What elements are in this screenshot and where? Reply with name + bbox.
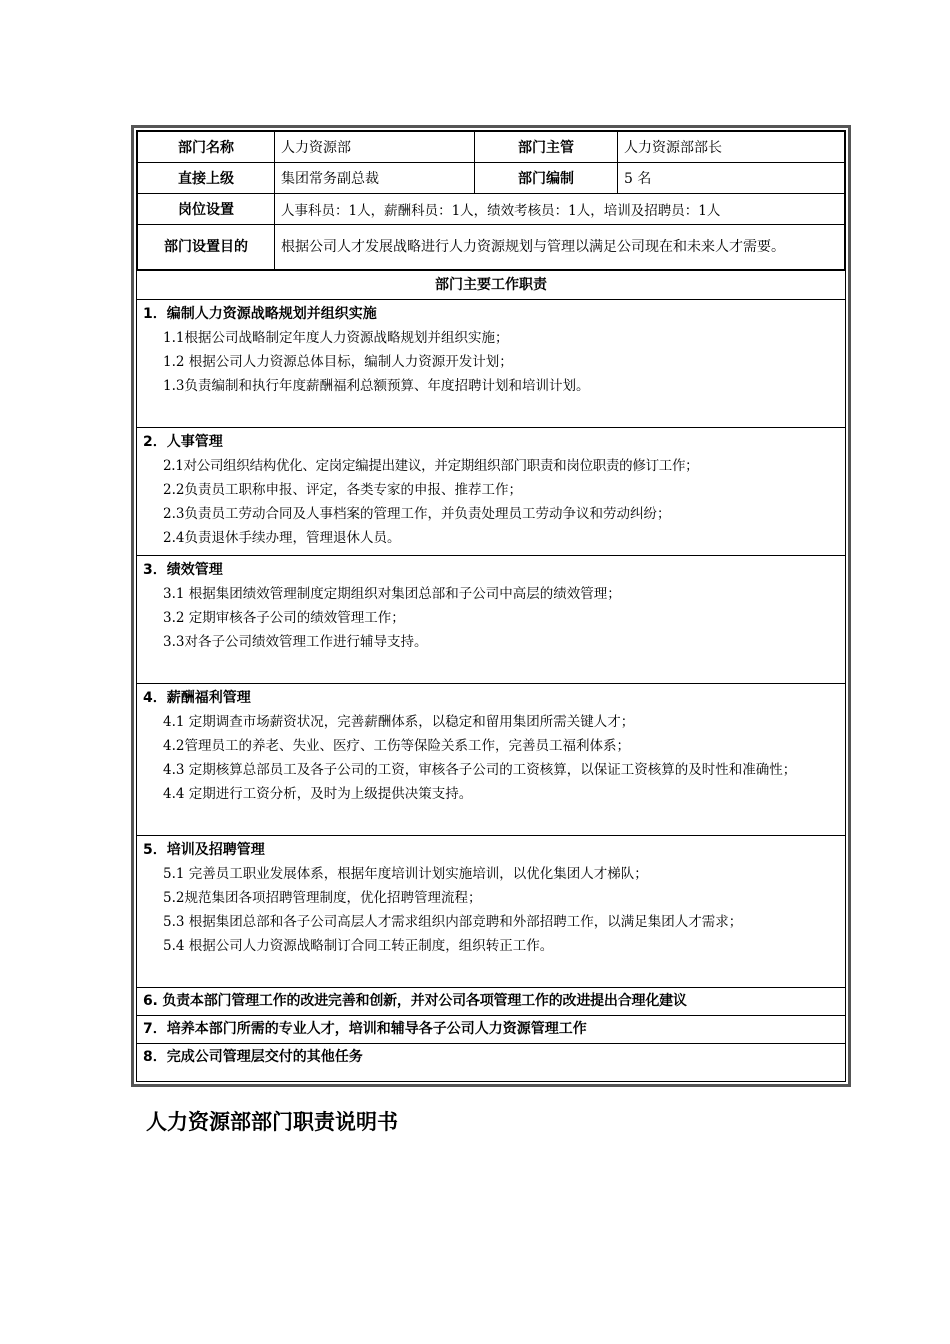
superior-label: 直接上级 — [138, 163, 275, 194]
department-info-table — [137, 131, 845, 270]
section-title: 1．编制人力资源战略规划并组织实施 — [143, 306, 377, 322]
duty-table — [136, 130, 846, 1082]
list-item: 3.3对各子公司绩效管理工作进行辅导支持。 — [163, 634, 428, 650]
list-item: 1.2 根据公司人力资源总体目标，编制人力资源开发计划； — [163, 354, 513, 370]
duty-item-8: 8．完成公司管理层交付的其他任务 — [137, 1043, 845, 1071]
list-item: 5.1 完善员工职业发展体系，根据年度培训计划实施培训，以优化集团人才梯队； — [163, 866, 648, 882]
list-item: 2.1对公司组织结构优化、定岗定编提出建议，并定期组织部门职责和岗位职责的修订工作； — [163, 458, 699, 474]
list-item: 5.2规范集团各项招聘管理制度，优化招聘管理流程； — [163, 890, 482, 906]
info-row-purpose — [138, 225, 845, 270]
section-title: 4．薪酬福利管理 — [143, 690, 251, 706]
duty-section-5 — [137, 835, 845, 987]
info-row-name — [138, 132, 845, 163]
section-title: 2．人事管理 — [143, 434, 223, 450]
dept-head-value: 人力资源部部长 — [618, 132, 845, 163]
list-item: 4.3 定期核算总部员工及各子公司的工资，审核各子公司的工资核算，以保证工资核算的及时性和准确性； — [163, 762, 797, 778]
list-item: 5.4 根据公司人力资源战略制订合同工转正制度，组织转正工作。 — [163, 938, 554, 954]
info-row-positions — [138, 194, 845, 225]
list-item: 2.3负责员工劳动合同及人事档案的管理工作，并负责处理员工劳动争议和劳动纠纷； — [163, 506, 671, 522]
dept-name-value: 人力资源部 — [275, 132, 475, 163]
document-title: 人力资源部部门职责说明书 — [146, 1110, 398, 1134]
duty-section-4 — [137, 683, 845, 835]
positions-label: 岗位设置 — [138, 194, 275, 225]
duty-item-7: 7．培养本部门所需的专业人才，培训和辅导各子公司人力资源管理工作 — [137, 1015, 845, 1043]
section-title: 5．培训及招聘管理 — [143, 842, 265, 858]
duties-heading: 部门主要工作职责 — [137, 270, 845, 299]
list-item: 4.1 定期调查市场薪资状况，完善薪酬体系，以稳定和留用集团所需关键人才； — [163, 714, 635, 730]
dept-name-label: 部门名称 — [138, 132, 275, 163]
superior-value: 集团常务副总裁 — [275, 163, 475, 194]
dept-head-label: 部门主管 — [475, 132, 618, 163]
duty-section-2 — [137, 427, 845, 555]
positions-value: 人事科员：1人，薪酬科员：1人，绩效考核员：1人，培训及招聘员：1人 — [275, 194, 845, 225]
list-item: 2.4负责退休手续办理，管理退休人员。 — [163, 530, 401, 546]
headcount-label: 部门编制 — [475, 163, 618, 194]
info-row-superior — [138, 163, 845, 194]
list-item: 4.2管理员工的养老、失业、医疗、工伤等保险关系工作，完善员工福利体系； — [163, 738, 630, 754]
duty-section-1 — [137, 299, 845, 427]
list-item: 4.4 定期进行工资分析，及时为上级提供决策支持。 — [163, 786, 473, 802]
list-item: 5.3 根据集团总部和各子公司高层人才需求组织内部竞聘和外部招聘工作，以满足集团人才需求； — [163, 914, 743, 930]
duty-section-3 — [137, 555, 845, 683]
list-item: 1.1根据公司战略制定年度人力资源战略规划并组织实施； — [163, 330, 509, 346]
list-item: 2.2负责员工职称申报、评定，各类专家的申报、推荐工作； — [163, 482, 522, 498]
list-item: 3.2 定期审核各子公司的绩效管理工作； — [163, 610, 405, 626]
duty-item-6: 6. 负责本部门管理工作的改进完善和创新，并对公司各项管理工作的改进提出合理化建议 — [137, 987, 845, 1015]
list-item: 1.3负责编制和执行年度薪酬福利总额预算、年度招聘计划和培训计划。 — [163, 378, 590, 394]
headcount-value: 5 名 — [618, 163, 845, 194]
purpose-value: 根据公司人才发展战略进行人力资源规划与管理以满足公司现在和未来人才需要。 — [275, 225, 845, 270]
purpose-label: 部门设置目的 — [138, 225, 275, 270]
list-item: 3.1 根据集团绩效管理制度定期组织对集团总部和子公司中高层的绩效管理； — [163, 586, 621, 602]
duty-table-frame — [131, 125, 851, 1087]
section-title: 3．绩效管理 — [143, 562, 223, 578]
